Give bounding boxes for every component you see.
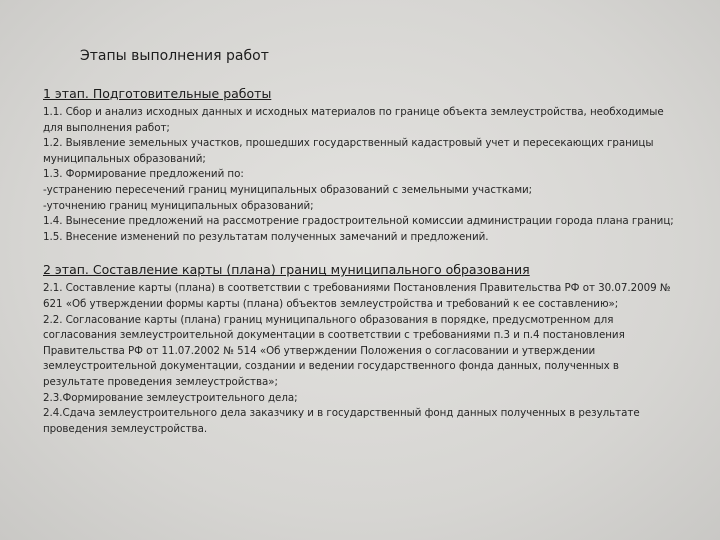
stage-1-item: 1.5. Внесение изменений по результатам полученных замечаний и предложений. [43,230,489,243]
stage-1-item: -уточнению границ муниципальных образований; [43,199,314,212]
stage-1-item: 1.2. Выявление земельных участков, прошедших государственный кадастровый учет и пересекающих границы муниципальных образований; [43,137,654,165]
stage-2-items [43,281,683,437]
stage-2-item: 2.3.Формирование землеустроительного дела; [43,391,298,404]
stage-1-item: -устранению пересечений границ муниципальных образований с земельными участками; [43,183,533,196]
stage-1-section [43,86,683,245]
stage-2-heading: 2 этап. Составление карты (плана) границ муниципального образования [43,262,530,278]
slide-title: Этапы выполнения работ [80,48,269,64]
stage-1-item: 1.4. Вынесение предложений на рассмотрение градостроительной комиссии администрации города плана границ; [43,215,674,228]
stage-2-item: 2.1. Составление карты (плана) в соответствии с требованиями Постановления Правительства РФ от 30.07.2009 № 621 «Об утверждении формы карты (плана) объектов землеустройства и требований к ее составлению»; [43,282,671,310]
stage-1-item: 1.3. Формирование предложений по: [43,168,244,181]
stage-2-item: 2.4.Сдача землеустроительного дела заказчику и в государственный фонд данных полученных в результате проведения землеустройства. [43,407,640,435]
stage-2-item: 2.2. Согласование карты (плана) границ муниципального образования в порядке, предусмотренном для согласования землеустроительной документации в соответствии с требованиями п.3 и п.4 постановления Правительства РФ от 11.07.2002 № 514 «Об утверждении Положения о согласовании и утверждении землеустроительной документации, создании и ведении государственного фонда данных, полученных в результате проведения землеустройства»; [43,313,625,388]
slide-content [43,86,683,437]
stage-2-section [43,262,683,437]
stage-1-item: 1.1. Сбор и анализ исходных данных и исходных материалов по границе объекта землеустройства, необходимые для выполнения работ; [43,106,664,134]
stage-1-items [43,105,683,245]
stage-1-heading: 1 этап. Подготовительные работы [43,86,272,101]
